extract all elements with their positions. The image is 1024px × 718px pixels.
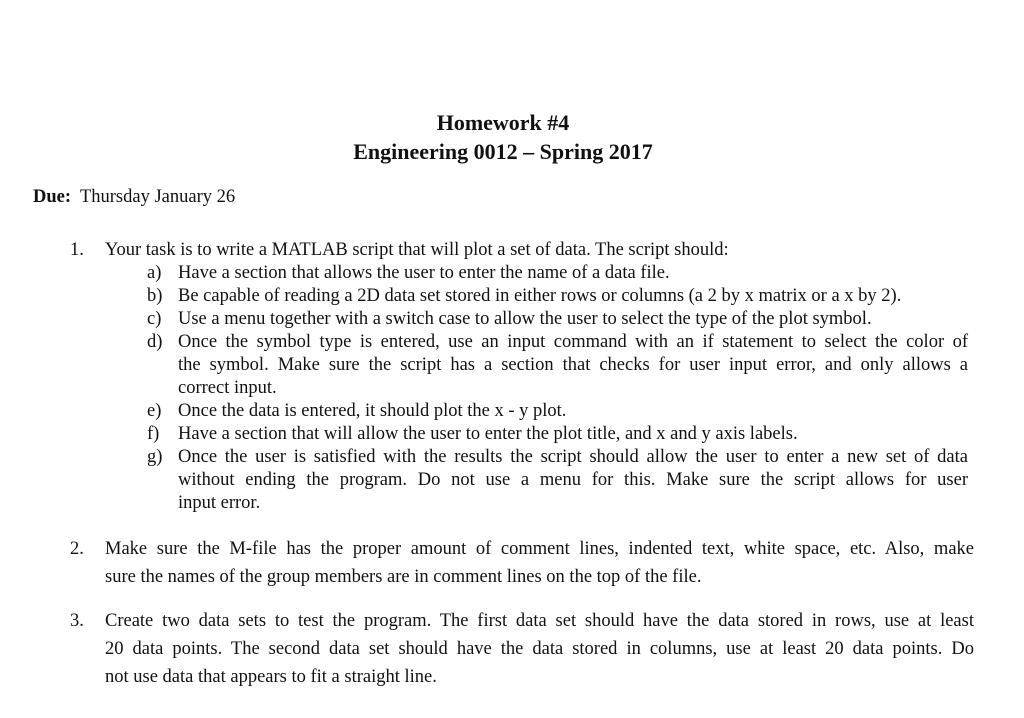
due-date bbox=[33, 186, 235, 208]
sub-item-letter: a) bbox=[147, 263, 162, 283]
sub-item-letter: c) bbox=[147, 309, 162, 329]
sub-item-text-line: Have a section that allows the user to enter the name of a data file. bbox=[178, 263, 670, 283]
sub-item-letter: f) bbox=[147, 424, 160, 444]
sub-item-letter: g) bbox=[147, 447, 163, 467]
item-number: 1. bbox=[70, 240, 84, 260]
sub-item-text-line: Once the user is satisfied with the results the script should allow the user to enter a new set of data bbox=[178, 447, 968, 467]
sub-item-text-line: Have a section that will allow the user to enter the plot title, and x and y axis labels. bbox=[178, 424, 798, 444]
sub-item-text-line: Use a menu together with a switch case to allow the user to select the type of the plot symbol. bbox=[178, 309, 872, 329]
item-text-line: 20 data points. The second data set should have the data stored in columns, use at least 20 data points. Do bbox=[105, 639, 974, 659]
item-text-line: sure the names of the group members are in comment lines on the top of the file. bbox=[105, 567, 702, 587]
sub-item-letter: e) bbox=[147, 401, 162, 421]
sub-item-text-line: the symbol. Make sure the script has a section that checks for user input error, and only allows a bbox=[178, 355, 968, 375]
due-label: Due: bbox=[33, 187, 72, 207]
sub-item-text-line: without ending the program. Do not use a menu for this. Make sure the script allows for user bbox=[178, 470, 968, 490]
sub-item-text-line: input error. bbox=[178, 493, 261, 513]
document-title: Homework #4 bbox=[436, 110, 570, 135]
sub-item-text-line: Be capable of reading a 2D data set stored in either rows or columns (a 2 by x matrix or a x by 2). bbox=[178, 286, 902, 306]
sub-item-text-line: Once the symbol type is entered, use an input command with an if statement to select the color of bbox=[178, 332, 968, 352]
item-number: 2. bbox=[70, 539, 84, 559]
document-subtitle: Engineering 0012 – Spring 2017 bbox=[353, 139, 653, 164]
item-text-line: Your task is to write a MATLAB script that will plot a set of data. The script should: bbox=[105, 240, 729, 260]
due-value: Thursday January 26 bbox=[79, 187, 236, 207]
sub-item-letter: b) bbox=[147, 286, 163, 306]
item-text-line: Create two data sets to test the program. The first data set should have the data stored in rows, use at least bbox=[105, 611, 974, 631]
item-text-line: not use data that appears to fit a straight line. bbox=[105, 667, 437, 687]
sub-item-text-line: Once the data is entered, it should plot the x - y plot. bbox=[178, 401, 567, 421]
sub-item-letter: d) bbox=[147, 332, 163, 352]
item-number: 3. bbox=[70, 611, 84, 631]
item-text-line: Make sure the M-file has the proper amount of comment lines, indented text, white space, etc. Also, make bbox=[105, 539, 974, 559]
sub-item-text-line: correct input. bbox=[178, 378, 277, 398]
